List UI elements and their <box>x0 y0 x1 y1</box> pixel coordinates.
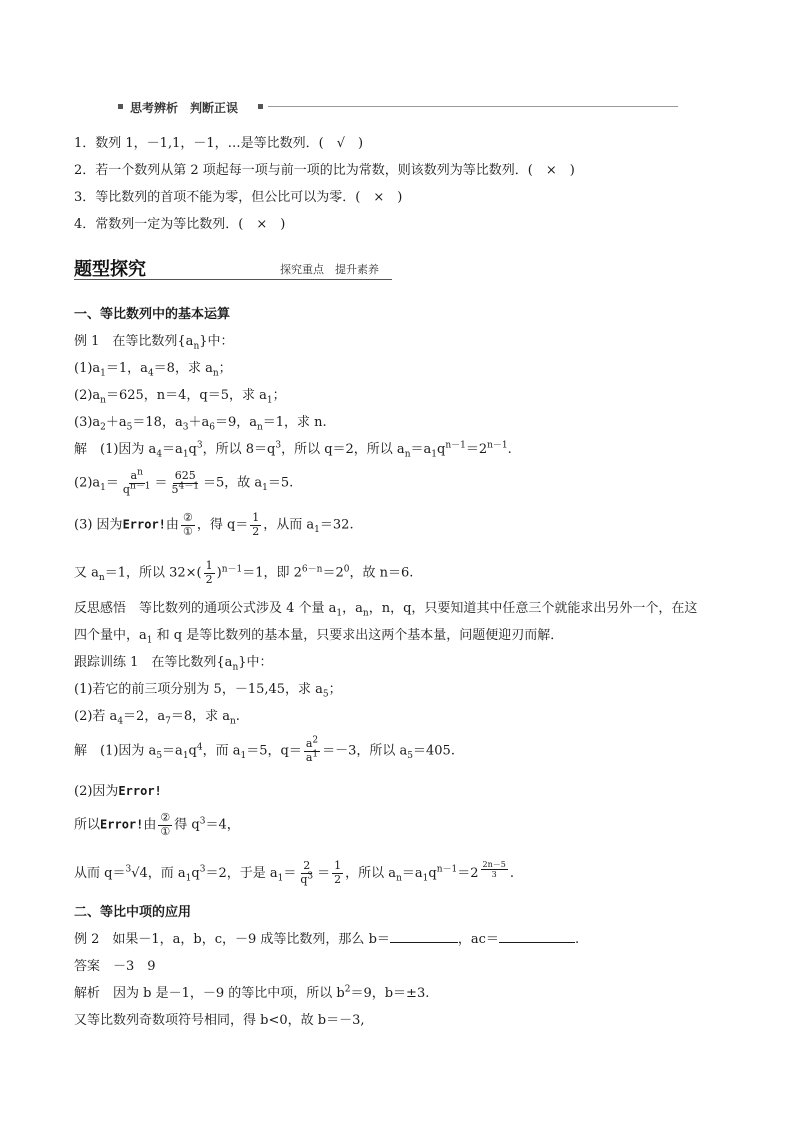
track1-answer3: 所以Error!由 $\frac{\text{②}}{\text{①}}$ 得 $q^3=4$， <box>74 811 240 838</box>
section2-heading: 二、等比中项的应用 <box>74 905 192 920</box>
fraction: $\frac{1}{2}$ <box>334 859 342 886</box>
square-bullet-icon <box>258 104 263 109</box>
track1-title: 跟踪训练 1 在等比数列$\{a_n\}$中： <box>74 655 273 673</box>
fraction: $\frac{2}{q^3}$ <box>300 859 314 886</box>
track1-answer4: 从而 q＝$^3$√4，而 $a_1q^3=2$，于是 $a_1=$ $\frac{2}{q^3}$ ＝ $\frac{1}{2}$ ，所以 $a_n=a_1q^{n-1}=2$ $\frac{2n-5}{3}$ . <box>74 859 514 886</box>
think-item-4: 4．常数列一定为等比数列．( × ) <box>74 217 286 232</box>
answer-blank-b <box>390 930 458 943</box>
reflection-line2: 四个量中，$a_1$ 和 q 是等比数列的基本量，只要求出这两个基本量，问题便迎刃而解． <box>74 628 564 646</box>
track1-q1: (1)若它的前三项分别为 5，－15,45，求 $a_5$； <box>74 682 342 700</box>
solution1-step1: 解 (1)因为 $a_4=a_1q^3$，所以 $8=q^3$，所以 q＝2，所以 $a_n=a_1q^{n-1}=2^{n-1}$. <box>74 440 512 460</box>
track1-answer2: (2)因为Error! <box>74 784 162 799</box>
reflection-line1: 反思感悟 等比数列的通项公式涉及 4 个量 $a_1$，$a_n$，n，q，只要知道其中任意三个就能求出另外一个，在这 <box>74 601 698 619</box>
fraction: $\frac{\text{②}}{\text{①}}$ <box>160 811 171 838</box>
example1-title: 例 1 在等比数列$\{a_n\}$中： <box>74 334 234 352</box>
section1-heading: 一、等比数列中的基本运算 <box>74 307 231 322</box>
fraction: $\frac{a^n}{q^{n-1}}$ <box>122 467 151 496</box>
exponent-fraction: $\frac{2n-5}{3}$ <box>482 860 506 880</box>
think-section-title: 思考辨析 判断正误 <box>130 101 239 115</box>
header-rule <box>74 279 392 280</box>
example2-explanation2: 又等比数列奇数项符号相同，得 b<0，故 b＝－3, <box>74 1013 365 1028</box>
fraction: $\frac{1}{2}$ <box>252 511 260 538</box>
track1-q2: (2)若 $a_4=2$，$a_7=8$，求 $a_n$. <box>74 709 240 727</box>
think-item-1: 1．数列 1，－1,1，－1，…是等比数列．( √ ) <box>74 136 364 151</box>
type-explore-header <box>74 255 392 285</box>
think-item-2: 2．若一个数列从第 2 项起每一项与前一项的比为常数，则该数列为等比数列．( × ) <box>74 163 575 178</box>
square-bullet-icon <box>118 104 123 109</box>
solution1-step3: (3) 因为Error!由 $\frac{\text{②}}{\text{①}}$ ，得 q＝ $\frac{1}{2}$ ，从而 $a_1=32$. <box>74 511 354 538</box>
fraction: $\frac{a^2}{a^1}$ <box>305 735 319 764</box>
example2-question: 例 2 如果－1，a，b，c，－9 成等比数列，那么 b＝ ，ac＝ . <box>74 932 580 947</box>
section-rule <box>268 106 678 107</box>
type-explore-title: 题型探究 <box>74 259 146 280</box>
example2-explanation1: 解析 因为 b 是－1，－9 的等比中项，所以 $b^2=9$，b＝±3. <box>74 984 430 1001</box>
example2-answer: 答案 －3 9 <box>74 959 156 974</box>
track1-answer1: 解 (1)因为 $a_5=a_1q^4$，而 $a_1=5$，q＝ $\frac{a^2}{a^1}$ ＝－3，所以 $a_5=405$. <box>74 735 455 764</box>
answer-blank-ac <box>499 930 575 943</box>
example1-part3: $(3)a_2+a_5=18$，$a_3+a_6=9$，$a_n=1$，求 n. <box>74 415 327 433</box>
type-explore-subtitle: 探究重点 提升素养 <box>280 263 379 276</box>
think-section-bar <box>118 99 678 115</box>
solution1-step4: 又 $a_n=1$，所以 32×( $\frac{1}{2}$ )$^{n-1}$＝1，即 $2^{6-n}=2^0$，故 n＝6. <box>74 559 414 586</box>
fraction: $\frac{\text{②}}{\text{①}}$ <box>182 511 193 538</box>
example1-part1: $(1)a_1=1$，$a_4=8$，求 $a_n$； <box>74 361 232 379</box>
fraction: $\frac{1}{2}$ <box>205 559 213 586</box>
solution1-step2: $(2)a_1=$ $\frac{a^n}{q^{n-1}}$ ＝ $\frac{625}{5^{4-1}}$ ＝5，故 $a_1=5$. <box>74 467 294 496</box>
example1-part2: $(2)a_n=625$，n＝4，q＝5，求 $a_1$； <box>74 388 286 406</box>
fraction: $\frac{625}{5^{4-1}}$ <box>171 469 199 496</box>
think-item-3: 3．等比数列的首项不能为零，但公比可以为零．( × ) <box>74 190 403 205</box>
